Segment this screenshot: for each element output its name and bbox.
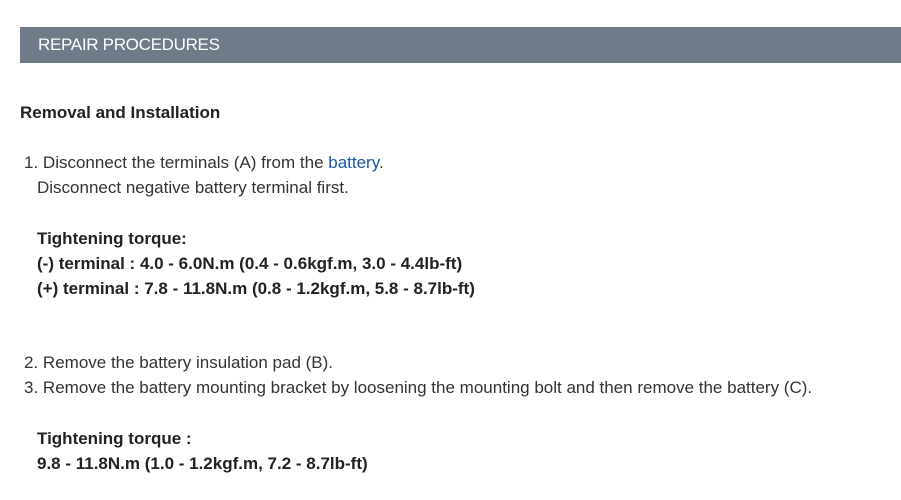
step-1-torque-title: Tightening torque: bbox=[37, 229, 187, 248]
step-1-text-end: . bbox=[378, 153, 384, 172]
clipped-top-link-line bbox=[0, 0, 901, 6]
step-1-text: Disconnect the terminals (A) from the bbox=[42, 153, 329, 172]
step-2 bbox=[24, 353, 333, 373]
step-1 bbox=[24, 153, 384, 173]
step-3-number: 3. bbox=[24, 378, 39, 397]
step-1-number: 1. bbox=[24, 153, 39, 172]
battery-link[interactable]: battery bbox=[328, 153, 379, 172]
step-3 bbox=[24, 378, 812, 398]
step-2-number: 2. bbox=[24, 353, 39, 372]
section-header-bar bbox=[20, 27, 901, 63]
step-3-torque-title: Tightening torque : bbox=[37, 429, 192, 448]
step-3-text: Remove the battery mounting bracket by loosening the mounting bolt and then remove the battery (C). bbox=[42, 378, 813, 397]
step-1-note: Disconnect negative battery terminal first. bbox=[37, 178, 349, 197]
section-header-title: REPAIR PROCEDURES bbox=[38, 35, 220, 54]
step-1-torque-negative: (-) terminal : 4.0 - 6.0N.m (0.4 - 0.6kgf.m, 3.0 - 4.4lb-ft) bbox=[37, 254, 463, 273]
step-3-torque-value: 9.8 - 11.8N.m (1.0 - 1.2kgf.m, 7.2 - 8.7lb-ft) bbox=[37, 454, 368, 473]
step-2-text: Remove the battery insulation pad (B). bbox=[42, 353, 334, 372]
step-1-torque-positive: (+) terminal : 7.8 - 11.8N.m (0.8 - 1.2kgf.m, 5.8 - 8.7lb-ft) bbox=[37, 279, 475, 298]
section-subheading: Removal and Installation bbox=[20, 103, 221, 122]
